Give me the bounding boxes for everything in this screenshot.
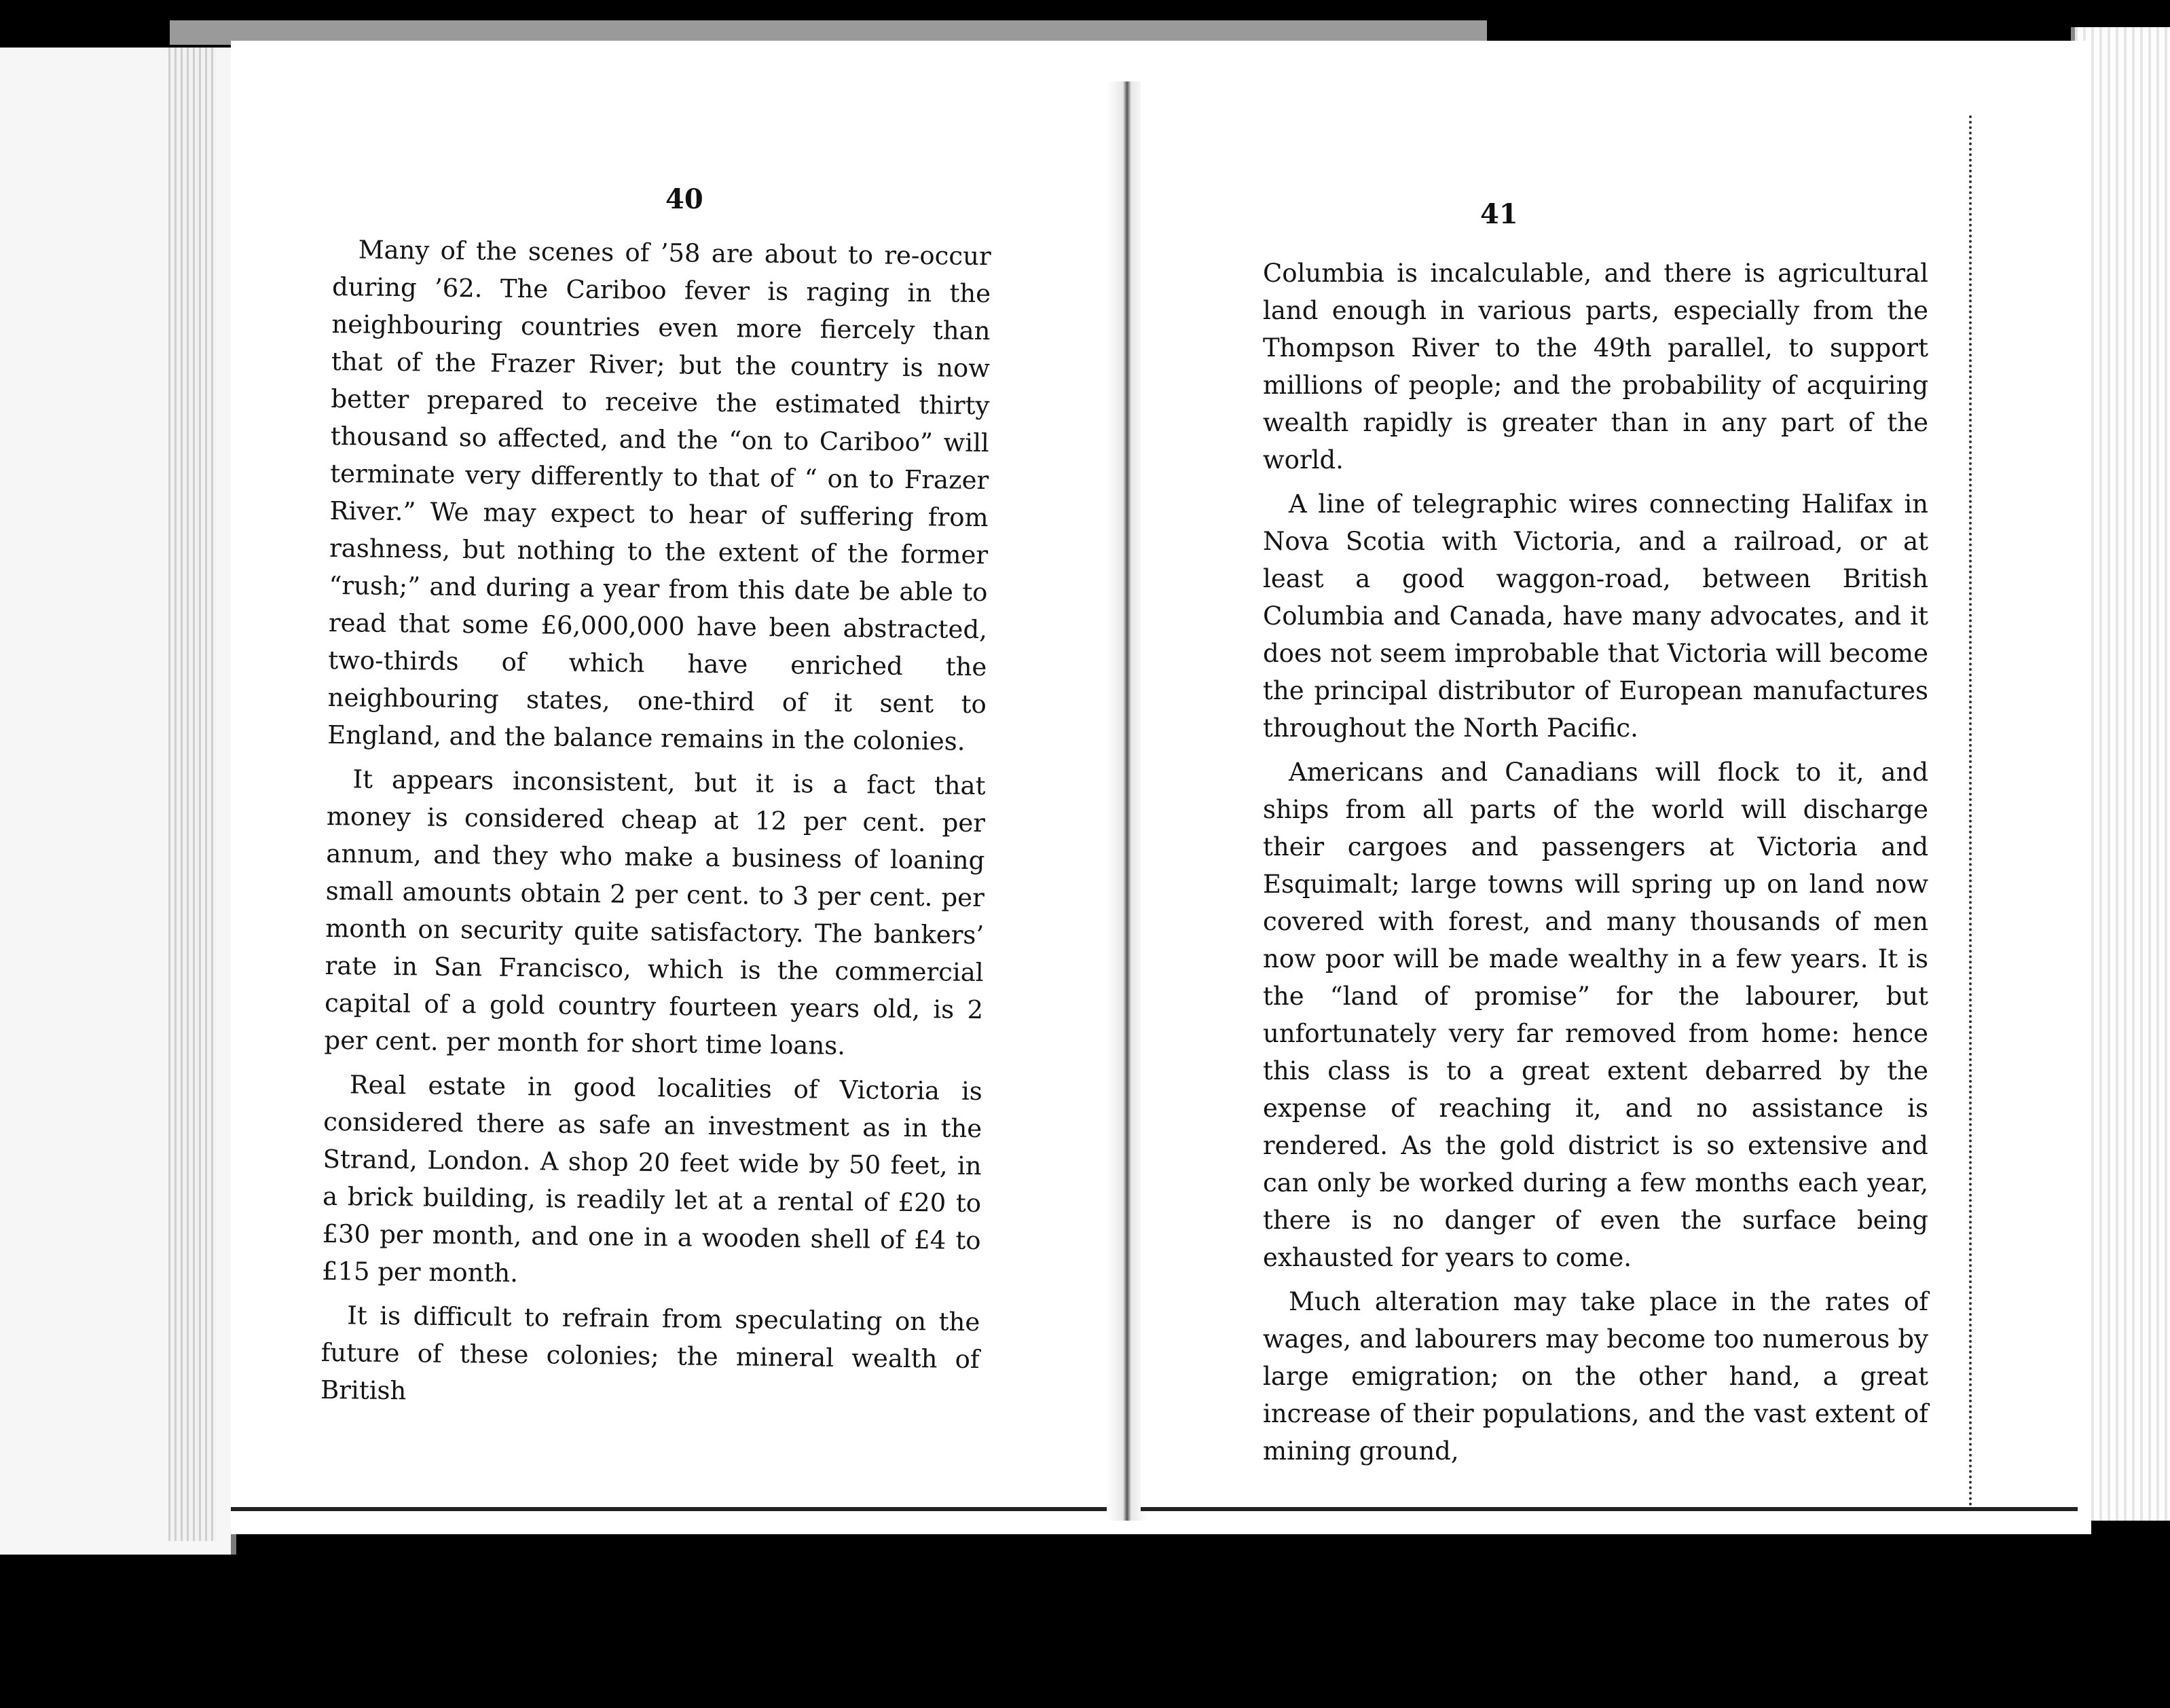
open-book bbox=[231, 41, 2091, 1534]
page-stack-shadow bbox=[168, 48, 216, 1541]
paragraph: Real estate in good localities of Victoria is considered there as safe an investment as in the Strand, London. A shop 20 feet wide by 50 feet, in a brick building, is readily let at a rental of £20 to £30 per month, and one in a wooden shell of £4 to £15 per month. bbox=[321, 1070, 983, 1288]
right-page bbox=[1141, 41, 2078, 1511]
page-number: 40 bbox=[665, 183, 703, 215]
paragraph: A line of telegraphic wires connecting Halifax in Nova Scotia with Victoria, and a railroad, or at least a good waggon-road, between British Columbia and Canada, have many advocates, and it does not seem improbable that Victoria will become the principal distributor of European manufactures throughout the North Pacific. bbox=[1263, 489, 1928, 743]
left-page bbox=[231, 41, 1120, 1511]
paragraph: It is difficult to refrain from speculating on the future of these colonies; the mineral wealth of British bbox=[320, 1301, 980, 1406]
paragraph: It appears inconsistent, but it is a fact that money is considered cheap at 12 per cent. per annum, and they who make a business of loaning small amounts obtain 2 per cent. to 3 per cent. per month on security quite satisfactory. The bankers’ rate in San Francisco, which is the commercial capital of a gold country fourteen years old, is 2 per cent. per month for short time loans. bbox=[324, 764, 986, 1060]
page-text bbox=[1263, 255, 1928, 1477]
paragraph: Columbia is incalculable, and there is agricultural land enough in various parts, especially from the Thompson River to the 49th parallel, to support millions of people; and the probability of acquiring wealth rapidly is greater than in any part of the world. bbox=[1263, 259, 1928, 475]
paragraph: Many of the scenes of ’58 are about to re-occur during ’62. The Cariboo fever is raging in the neighbouring countries even more fiercely than that of the Frazer River; but the country is now better prepared to receive the estimated thirty thousand so affected, and the “on to Cariboo” will terminate very differently to that of “ on to Frazer River.” We may expect to hear of suffering from rashness, but nothing to the extent of the former “rush;” and during a year from this date be able to read that some £6,000,000 have been abstracted, two-thirds of which have enriched the neighbouring states, one-third of it sent to England, and the balance remains in the colonies. bbox=[327, 235, 991, 756]
paragraph: Much alteration may take place in the rates of wages, and labourers may become too numerous by large emigration; on the other hand, a great increase of their populations, and the vast extent of mining ground, bbox=[1263, 1287, 1928, 1466]
page-edge-line bbox=[1969, 115, 1977, 1507]
page-number: 41 bbox=[1480, 198, 1518, 230]
page-text bbox=[320, 231, 991, 1422]
paragraph: Americans and Canadians will flock to it, and ships from all parts of the world will discharge their cargoes and passengers at Victoria and Esquimalt; large towns will spring up on land now covered with forest, and many thousands of men now poor will be made wealthy in a few years. It is the “land of promise” for the labourer, but unfortunately very far removed from home: hence this class is to a great extent debarred by the expense of reaching it, and no assistance is rendered. As the gold district is so extensive and can only be worked during a few months each year, there is no danger of even the surface being exhausted for years to come. bbox=[1263, 758, 1928, 1272]
